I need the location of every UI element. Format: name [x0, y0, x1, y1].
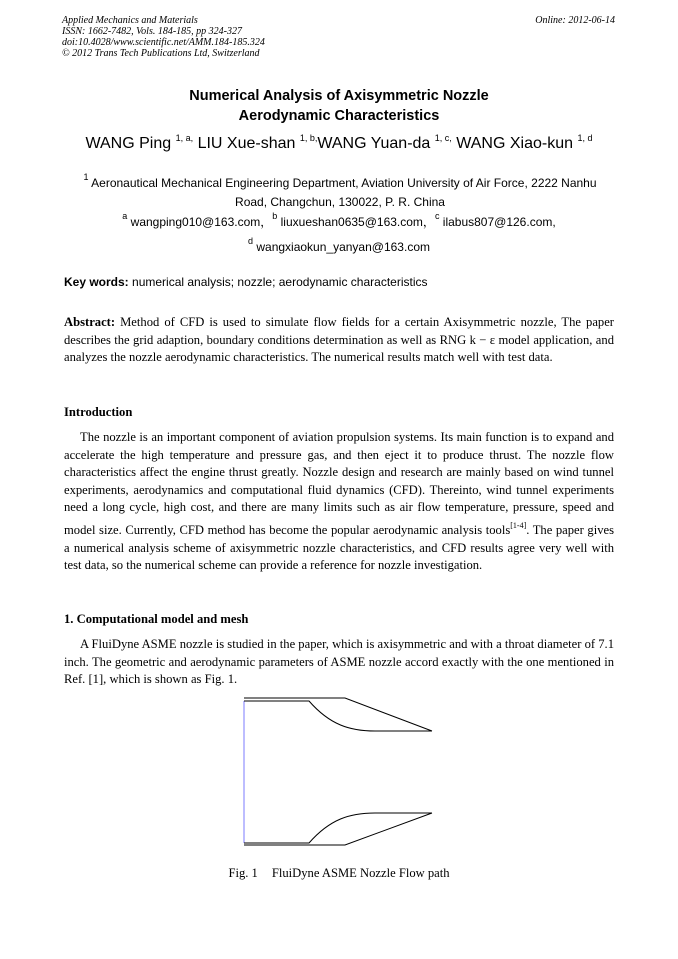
figure-label: Fig. 1 [228, 866, 258, 880]
email-d[interactable]: wangxiaokun_yanyan@163.com [256, 240, 430, 254]
affiliation-sup: 1 [83, 172, 89, 182]
affiliation-text: Aeronautical Mechanical Engineering Department, Aviation University of Air Force, 2222 Nanhu Road, Changchun, 130022, P. R. China [91, 176, 597, 209]
author-sup: 1, d [577, 133, 593, 143]
section1-heading: 1. Computational model and mesh [64, 612, 249, 626]
author-sup: 1, c, [434, 133, 452, 143]
title-line-1: Numerical Analysis of Axisymmetric Nozzle [189, 88, 489, 104]
author-sup: 1, a, [175, 133, 194, 143]
issn: ISSN: 1662-7482, Vols. 184-185, pp 324-327 [62, 26, 242, 37]
abstract-text: Method of CFD is used to simulate flow fields for a certain Axisymmetric nozzle, The paper describes the grid adaption, boundary conditions determination as well as RNG k − ε model application, and analyzes the nozzle aerodynamic characteristics. The numerical results match well with test data. [64, 315, 615, 365]
author: WANG Ping [85, 135, 172, 152]
citation: [1-4] [510, 520, 527, 530]
lower-inner-wall [244, 813, 432, 843]
abstract-label: Abstract: [64, 315, 116, 329]
doi: doi:10.4028/www.scientific.net/AMM.184-185.324 [62, 37, 265, 48]
lower-outer-wall [244, 813, 432, 845]
email-b[interactable]: liuxueshan0635@163.com [280, 215, 423, 229]
upper-outer-wall [244, 698, 432, 731]
author-sup: 1, b, [299, 133, 318, 143]
journal-name: Applied Mechanics and Materials [62, 15, 198, 26]
figure-caption [0, 866, 678, 881]
copyright: © 2012 Trans Tech Publications Ltd, Switzerland [62, 48, 260, 59]
figure-caption-text: FluiDyne ASME Nozzle Flow path [271, 866, 450, 880]
email-c[interactable]: ilabus807@126.com, [442, 215, 556, 229]
upper-inner-wall [244, 701, 432, 731]
online-date: Online: 2012-06-14 [535, 15, 615, 26]
intro-text: The nozzle is an important component of aviation propulsion systems. Its main function is to expand and accelerate the high temperature and pressure gas, and then eject it to produce thrust. The nozzle flow characteristics affect the engine thrust greatly. Nozzle design and research are mainly based on wind tunnel experiments, aerodynamics and computational fluid dynamics (CFD). Thereinto, wind tunnel experiments need a long cycle, high cost, and there are many limits such as air flow temperature, pressure, speed and model size. Currently, CFD method has become the popular aerodynamic analysis tools [64, 430, 614, 537]
keywords-label: Key words: [64, 275, 129, 289]
author: LIU Xue-shan [197, 135, 296, 152]
emails-line-1: $^a$ wangping010@163.com，$^b$ liuxueshan0635@163.com，$^c$ ilabus807@126.com, [122, 211, 556, 229]
keywords-text: numerical analysis; nozzle; aerodynamic characteristics [132, 275, 428, 289]
title-line-2: Aerodynamic Characteristics [238, 108, 440, 124]
author: WANG Yuan-da [317, 135, 431, 152]
introduction-heading: Introduction [64, 405, 133, 419]
email-a[interactable]: wangping010@163.com [130, 215, 261, 229]
section1-text: A FluiDyne ASME nozzle is studied in the paper, which is axisymmetric and with a throat diameter of 7.1 inch. The geometric and aerodynamic parameters of ASME nozzle accord exactly with the one mentioned in Ref. [1], which is shown as Fig. 1. [64, 637, 614, 687]
intro-text-cont: . The paper gives a numerical analysis scheme of axisymmetric nozzle characteristics, and CFD results agree very well with test data, so the numerical scheme can provide a reference for nozzle investigation. [64, 522, 614, 573]
author: WANG Xiao-kun [456, 135, 574, 152]
emails-line-2: $^d$ wangxiaokun_yanyan@163.com [248, 236, 430, 254]
